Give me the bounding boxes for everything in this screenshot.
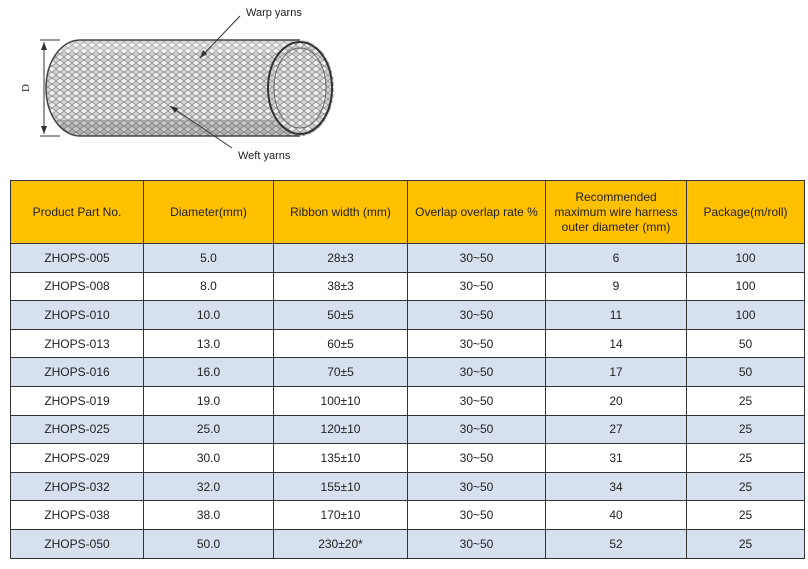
table-row	[11, 329, 805, 358]
header-diameter: Diameter(mm)	[144, 181, 274, 244]
cell-package: 50	[687, 329, 805, 358]
table-row	[11, 529, 805, 558]
cell-max-harness-diameter: 52	[546, 529, 687, 558]
cell-part-no: ZHOPS-025	[11, 415, 144, 444]
cell-ribbon-width: 100±10	[274, 386, 408, 415]
cell-part-no: ZHOPS-008	[11, 272, 144, 301]
cell-package: 25	[687, 444, 805, 473]
cell-max-harness-diameter: 17	[546, 358, 687, 387]
cell-diameter: 30.0	[144, 444, 274, 473]
warp-yarns-label: Warp yarns	[246, 7, 302, 19]
cell-part-no: ZHOPS-032	[11, 472, 144, 501]
table-row	[11, 244, 805, 273]
product-spec-table-wrapper	[10, 180, 804, 559]
cell-max-harness-diameter: 6	[546, 244, 687, 273]
cell-part-no: ZHOPS-013	[11, 329, 144, 358]
cell-diameter: 13.0	[144, 329, 274, 358]
cell-diameter: 32.0	[144, 472, 274, 501]
cell-package: 25	[687, 386, 805, 415]
cell-ribbon-width: 50±5	[274, 301, 408, 330]
header-overlap-rate: Overlap overlap rate %	[408, 181, 546, 244]
table-row	[11, 415, 805, 444]
cell-overlap-rate: 30~50	[408, 329, 546, 358]
cell-overlap-rate: 30~50	[408, 244, 546, 273]
cell-overlap-rate: 30~50	[408, 529, 546, 558]
braided-sleeve-figure	[0, 0, 360, 175]
header-package: Package(m/roll)	[687, 181, 805, 244]
cell-max-harness-diameter: 9	[546, 272, 687, 301]
table-row	[11, 501, 805, 530]
cell-overlap-rate: 30~50	[408, 272, 546, 301]
cell-diameter: 10.0	[144, 301, 274, 330]
table-row	[11, 301, 805, 330]
cell-diameter: 25.0	[144, 415, 274, 444]
table-row	[11, 444, 805, 473]
cell-max-harness-diameter: 34	[546, 472, 687, 501]
cell-diameter: 38.0	[144, 501, 274, 530]
cell-ribbon-width: 70±5	[274, 358, 408, 387]
cell-diameter: 8.0	[144, 272, 274, 301]
cell-max-harness-diameter: 14	[546, 329, 687, 358]
cell-diameter: 19.0	[144, 386, 274, 415]
braided-sleeve-illustration	[0, 0, 360, 175]
cell-overlap-rate: 30~50	[408, 444, 546, 473]
cell-diameter: 5.0	[144, 244, 274, 273]
cell-package: 25	[687, 415, 805, 444]
cell-ribbon-width: 120±10	[274, 415, 408, 444]
cell-ribbon-width: 135±10	[274, 444, 408, 473]
cell-overlap-rate: 30~50	[408, 358, 546, 387]
cell-part-no: ZHOPS-050	[11, 529, 144, 558]
cell-package: 100	[687, 301, 805, 330]
header-ribbon-width: Ribbon width (mm)	[274, 181, 408, 244]
cell-ribbon-width: 38±3	[274, 272, 408, 301]
table-header-row	[11, 181, 805, 244]
cell-max-harness-diameter: 31	[546, 444, 687, 473]
header-max-harness-diameter: Recommended maximum wire harness outer diameter (mm)	[546, 181, 687, 244]
diameter-label: D	[19, 84, 32, 92]
table-row	[11, 358, 805, 387]
cell-part-no: ZHOPS-019	[11, 386, 144, 415]
cell-diameter: 50.0	[144, 529, 274, 558]
cell-package: 100	[687, 244, 805, 273]
cell-ribbon-width: 170±10	[274, 501, 408, 530]
cell-ribbon-width: 155±10	[274, 472, 408, 501]
cell-max-harness-diameter: 11	[546, 301, 687, 330]
cell-overlap-rate: 30~50	[408, 415, 546, 444]
table-row	[11, 472, 805, 501]
cell-package: 25	[687, 472, 805, 501]
cell-max-harness-diameter: 40	[546, 501, 687, 530]
cell-ribbon-width: 28±3	[274, 244, 408, 273]
cell-part-no: ZHOPS-029	[11, 444, 144, 473]
product-spec-table	[10, 180, 805, 559]
cell-max-harness-diameter: 27	[546, 415, 687, 444]
table-body	[11, 244, 805, 559]
cell-package: 50	[687, 358, 805, 387]
cell-part-no: ZHOPS-005	[11, 244, 144, 273]
table-row	[11, 386, 805, 415]
cell-overlap-rate: 30~50	[408, 301, 546, 330]
cell-part-no: ZHOPS-016	[11, 358, 144, 387]
cell-package: 25	[687, 501, 805, 530]
table-row	[11, 272, 805, 301]
cell-max-harness-diameter: 20	[546, 386, 687, 415]
cell-ribbon-width: 60±5	[274, 329, 408, 358]
cell-ribbon-width: 230±20*	[274, 529, 408, 558]
cell-overlap-rate: 30~50	[408, 472, 546, 501]
weft-yarns-label: Weft yarns	[238, 150, 291, 162]
cell-package: 25	[687, 529, 805, 558]
cell-package: 100	[687, 272, 805, 301]
cell-part-no: ZHOPS-010	[11, 301, 144, 330]
cell-overlap-rate: 30~50	[408, 386, 546, 415]
header-part-no: Product Part No.	[11, 181, 144, 244]
cell-diameter: 16.0	[144, 358, 274, 387]
cell-part-no: ZHOPS-038	[11, 501, 144, 530]
cell-overlap-rate: 30~50	[408, 501, 546, 530]
